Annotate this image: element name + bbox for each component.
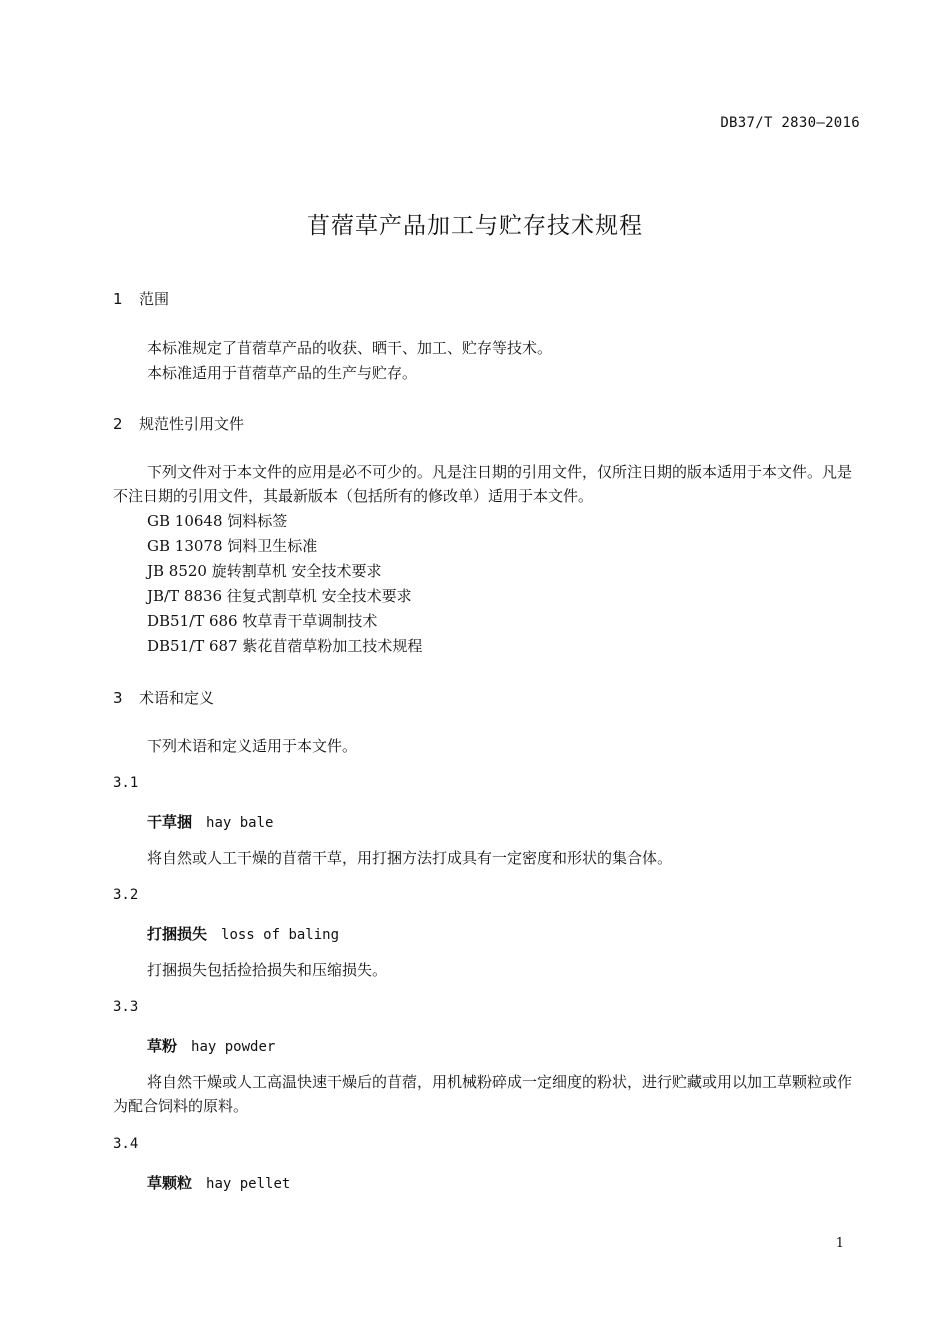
term-english: hay bale [206,815,274,831]
term-heading [147,811,273,832]
paragraph: 下列术语和定义适用于本文件。 [147,737,358,755]
term-chinese: 草颗粒 [147,1174,193,1192]
term-definition: 打捆损失包括捡拾损失和压缩损失。 [147,961,388,979]
subsection-number: 3.3 [113,999,139,1015]
subsection-number: 3.1 [113,775,139,791]
reference-item: JB 8520 旋转割草机 安全技术要求 [147,562,382,580]
page-title: 苜蓿草产品加工与贮存技术规程 [307,213,643,239]
section-title: 范围 [139,290,170,308]
section-heading-3 [113,687,214,708]
term-chinese: 打捆损失 [147,925,208,943]
term-chinese: 干草捆 [147,813,193,831]
term-chinese: 草粉 [147,1037,178,1055]
section-heading-2 [113,413,244,434]
term-heading [147,1172,290,1193]
section-title: 术语和定义 [139,689,215,707]
reference-item: GB 13078 饲料卫生标准 [147,537,318,555]
paragraph: 本标准规定了苜蓿草产品的收获、晒干、加工、贮存等技术。 [147,339,553,357]
term-english: loss of baling [221,927,340,943]
page-number: 1 [835,1236,844,1251]
paragraph: 本标准适用于苜蓿草产品的生产与贮存。 [147,364,418,382]
section-heading-1 [113,288,169,309]
term-english: hay pellet [206,1176,291,1192]
document-number: DB37/T 2830—2016 [720,115,860,131]
reference-item: GB 10648 饲料标签 [147,512,288,530]
reference-item: JB/T 8836 往复式割草机 安全技术要求 [147,587,412,605]
paragraph: 下列文件对于本文件的应用是必不可少的。凡是注日期的引用文件，仅所注日期的版本适用于本文件。凡是不注日期的引用文件，其最新版本（包括所有的修改单）适用于本文件。 [113,463,853,505]
term-definition: 将自然或人工干燥的苜蓿干草，用打捆方法打成具有一定密度和形状的集合体。 [147,849,673,867]
reference-item: DB51/T 686 牧草青干草调制技术 [147,612,378,630]
section-number: 2 [113,415,123,433]
subsection-number: 3.2 [113,887,139,903]
term-heading [147,923,339,944]
term-definition: 将自然干燥或人工高温快速干燥后的苜蓿，用机械粉碎成一定细度的粉状，进行贮藏或用以加工草颗粒或作为配合饲料的原料。 [113,1073,853,1115]
subsection-number: 3.4 [113,1136,139,1152]
section-number: 1 [113,290,123,308]
section-title: 规范性引用文件 [139,415,245,433]
term-heading [147,1035,275,1056]
reference-item: DB51/T 687 紫花苜蓿草粉加工技术规程 [147,637,423,655]
term-english: hay powder [191,1039,276,1055]
section-number: 3 [113,689,123,707]
